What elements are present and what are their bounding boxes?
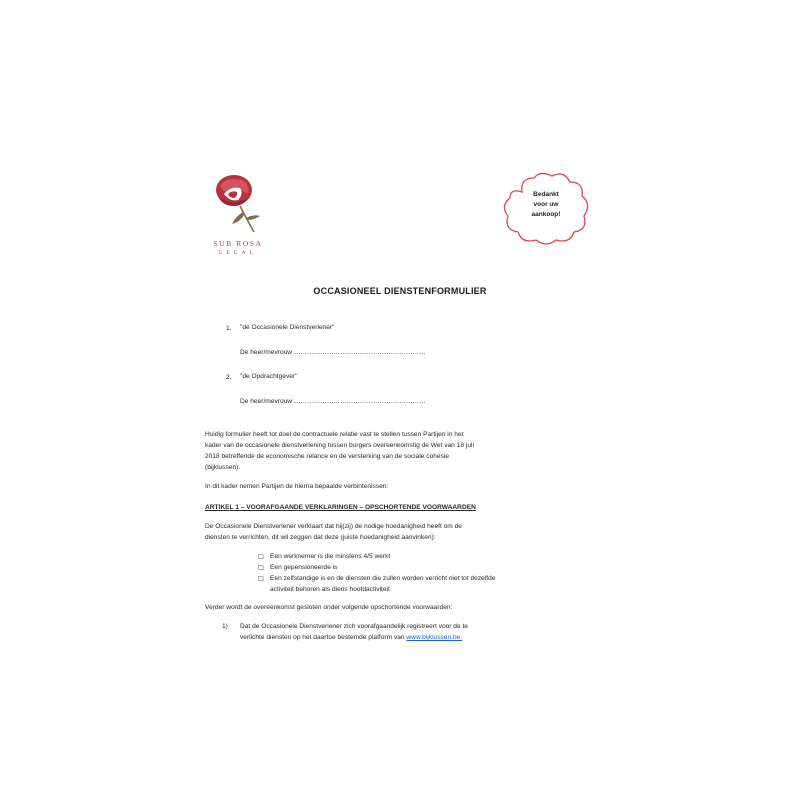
- checkbox-icon[interactable]: ☐: [258, 565, 264, 572]
- intro-line: Huidig formulier heeft tot doel de contractuele relatie vast te stellen tussen Partijen in het: [205, 431, 464, 438]
- page-title: OCCASIONEEL DIENSTENFORMULIER: [313, 286, 487, 296]
- article-paragraph-line: diensten te verrichten, dit wil zeggen dat deze (juiste hoedanigheid aanvinken):: [205, 534, 436, 541]
- article-paragraph-line: De Occasionele Dienstverlener verklaart dat hij(zij) de nodige hoedanigheid heeft om de: [205, 523, 462, 530]
- intro-line: kader van de occasionele dienstverlening tussen burgers overeenkomstig de Wet van 18 juli: [205, 442, 474, 449]
- party-label: "de Opdrachtgever": [240, 373, 298, 380]
- option-label-continued: activiteit behoren als diens hoofdactiviteit: [270, 586, 390, 593]
- party-number: 1.: [226, 325, 232, 332]
- conditions-intro: Verder wordt de overeenkomst gesloten onder volgende opschortende voorwaarden:: [205, 604, 453, 611]
- cloud-line: voor uw: [533, 201, 559, 208]
- article-heading: ARTIKEL 1 – VOORAFGAANDE VERKLARINGEN – OPSCHORTENDE VOORWAARDEN: [205, 504, 476, 511]
- party-label: "de Occasionele Dienstverlener": [240, 324, 335, 331]
- commitments-text: In dit kader nemen Partijen de hierna bepaalde verbintenissen:: [205, 483, 389, 490]
- condition-line: Dat de Occasionele Dienstverlener zich voorafgaandelijk registreert voor de te: [240, 623, 468, 630]
- intro-line: (bijklussen).: [205, 464, 241, 471]
- thank-you-cloud: [500, 170, 592, 248]
- party-name-line: De heer/mevrouw ……………………………………………………: [240, 398, 426, 405]
- logo-subtitle: LEGAL: [218, 250, 258, 256]
- rose-icon: [210, 172, 266, 236]
- cloud-line: Bedankt: [533, 191, 559, 198]
- option-label: Een werknemer is die minstens 4/5 werkt: [270, 553, 391, 560]
- condition-number: 1): [222, 623, 228, 630]
- option-label: Een zelfstandige is en de diensten die zullen worden verricht niet tot dezelfde: [270, 575, 496, 582]
- party-number: 2.: [226, 374, 232, 381]
- option-label: Een gepensioneerde is: [270, 564, 338, 571]
- checkbox-icon[interactable]: ☐: [258, 554, 264, 561]
- cloud-line: aankoop!: [531, 211, 561, 218]
- condition-text: verlichte diensten op het daartoe bestemde platform van: [240, 634, 405, 641]
- sub-rosa-logo: [206, 172, 270, 264]
- cloud-text: [514, 190, 578, 220]
- party-name-line: De heer/mevrouw ……………………………………………………: [240, 349, 426, 356]
- condition-line: [240, 633, 462, 643]
- intro-line: 2018 betreffende de economische relance en de versterking van de sociale cohesie: [205, 453, 450, 460]
- checkbox-icon[interactable]: ☐: [258, 576, 264, 583]
- bijklussen-link[interactable]: www.bijklussen.be.: [406, 634, 463, 641]
- logo-name: SUB ROSA: [213, 239, 263, 248]
